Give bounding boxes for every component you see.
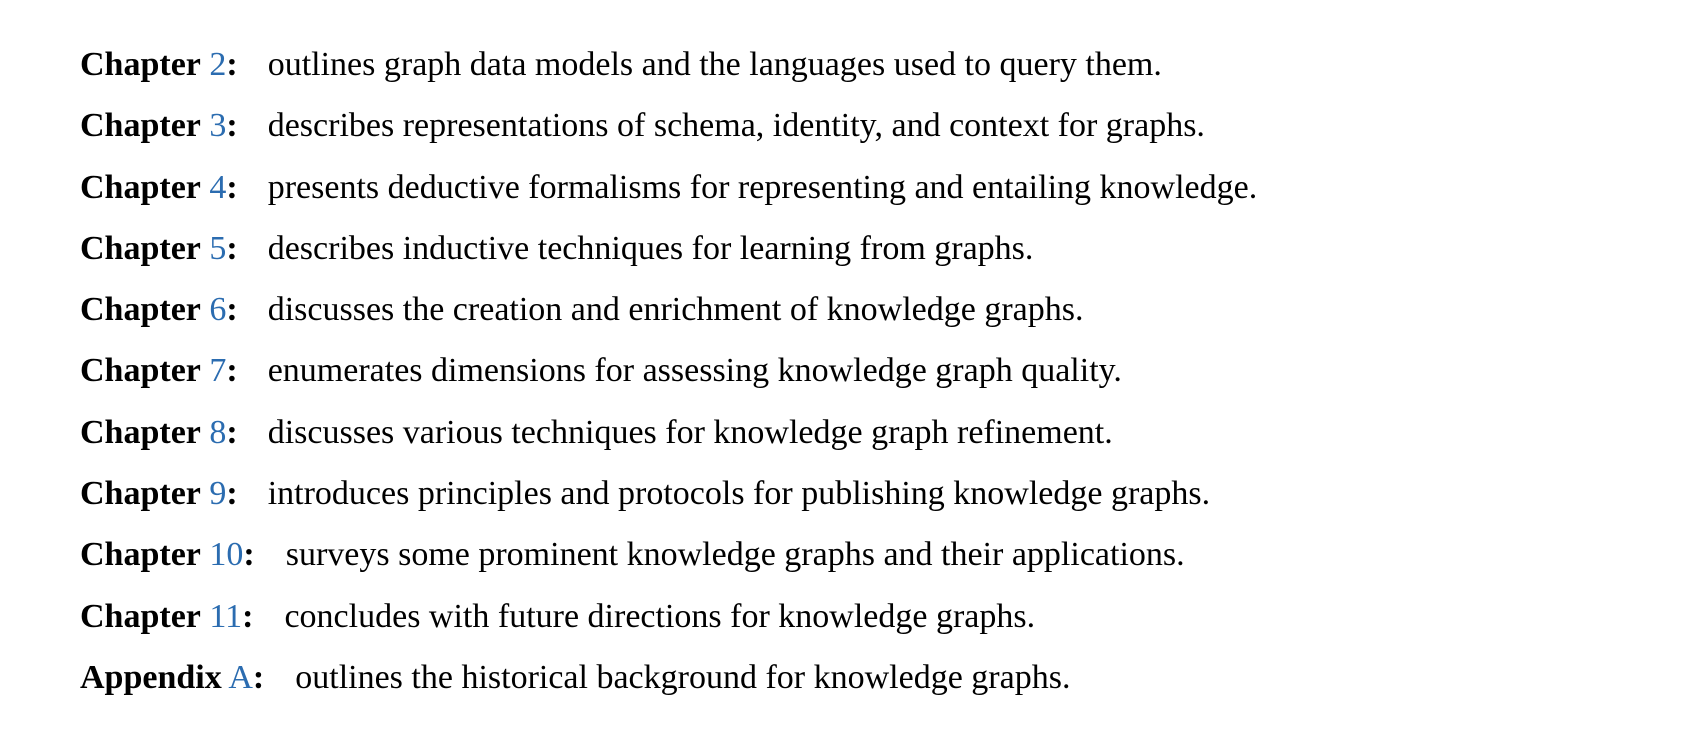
outline-entry-chapter-10	[80, 524, 1257, 585]
chapter-ref-link[interactable]: 2	[209, 46, 227, 83]
entry-label: Chapter	[80, 413, 201, 451]
entry-label: Appendix	[80, 658, 222, 696]
outline-entry-chapter-8	[80, 402, 1257, 463]
chapter-ref-link[interactable]: 6	[209, 291, 227, 329]
entry-description: outlines the historical background for knowledge graphs.	[295, 658, 1071, 696]
entry-description: surveys some prominent knowledge graphs and their applications.	[285, 536, 1185, 574]
chapter-ref-link[interactable]: 9	[209, 475, 227, 513]
entry-colon: :	[226, 229, 238, 267]
entry-description: describes representations of schema, identity, and context for graphs.	[267, 107, 1205, 145]
entry-label: Chapter	[80, 168, 201, 206]
entry-colon: :	[243, 536, 255, 574]
entry-label: Chapter	[80, 536, 201, 574]
entry-colon: :	[226, 352, 238, 390]
entry-colon: :	[226, 107, 238, 145]
entry-label: Chapter	[80, 352, 201, 390]
entry-colon: :	[252, 658, 265, 696]
chapter-ref-link[interactable]: 5	[209, 229, 227, 267]
outline-entry-chapter-9	[80, 463, 1257, 524]
entry-colon: :	[226, 475, 238, 513]
outline-entry-chapter-4	[80, 157, 1257, 218]
chapter-ref-link[interactable]: 11	[209, 597, 243, 635]
entry-colon: :	[226, 413, 238, 451]
entry-label: Chapter	[80, 291, 201, 329]
chapter-ref-link[interactable]: 3	[209, 107, 227, 145]
entry-description: describes inductive techniques for learning from graphs.	[267, 229, 1034, 267]
entry-label: Chapter	[80, 46, 201, 83]
entry-label: Chapter	[80, 229, 201, 267]
entry-colon: :	[226, 46, 238, 83]
entry-description: discusses the creation and enrichment of knowledge graphs.	[267, 291, 1084, 329]
chapter-ref-link[interactable]: 4	[209, 168, 227, 206]
entry-label: Chapter	[80, 597, 201, 635]
entry-description: outlines graph data models and the languages used to query them.	[267, 46, 1162, 83]
chapter-ref-link[interactable]: 8	[209, 413, 227, 451]
outline-entry-appendix-a	[80, 647, 1257, 708]
entry-description: presents deductive formalisms for representing and entailing knowledge.	[267, 168, 1258, 206]
entry-description: concludes with future directions for knowledge graphs.	[284, 597, 1036, 635]
outline-entry-chapter-6	[80, 279, 1257, 340]
entry-label: Chapter	[80, 475, 201, 513]
entry-colon: :	[226, 168, 238, 206]
entry-label: Chapter	[80, 107, 201, 145]
entry-colon: :	[242, 597, 254, 635]
outline-entry-chapter-11	[80, 586, 1257, 647]
chapter-outline-list	[80, 34, 1257, 708]
entry-description: discusses various techniques for knowledge graph refinement.	[267, 413, 1113, 451]
outline-entry-chapter-3	[80, 95, 1257, 156]
outline-entry-chapter-5	[80, 218, 1257, 279]
entry-description: introduces principles and protocols for publishing knowledge graphs.	[267, 475, 1211, 513]
chapter-ref-link[interactable]: 7	[209, 352, 227, 390]
entry-description: enumerates dimensions for assessing knowledge graph quality.	[267, 352, 1122, 390]
outline-entry-chapter-2	[80, 34, 1257, 95]
outline-entry-chapter-7	[80, 340, 1257, 401]
appendix-ref-link[interactable]: A	[228, 658, 253, 696]
chapter-ref-link[interactable]: 10	[209, 536, 244, 574]
entry-colon: :	[226, 291, 238, 329]
